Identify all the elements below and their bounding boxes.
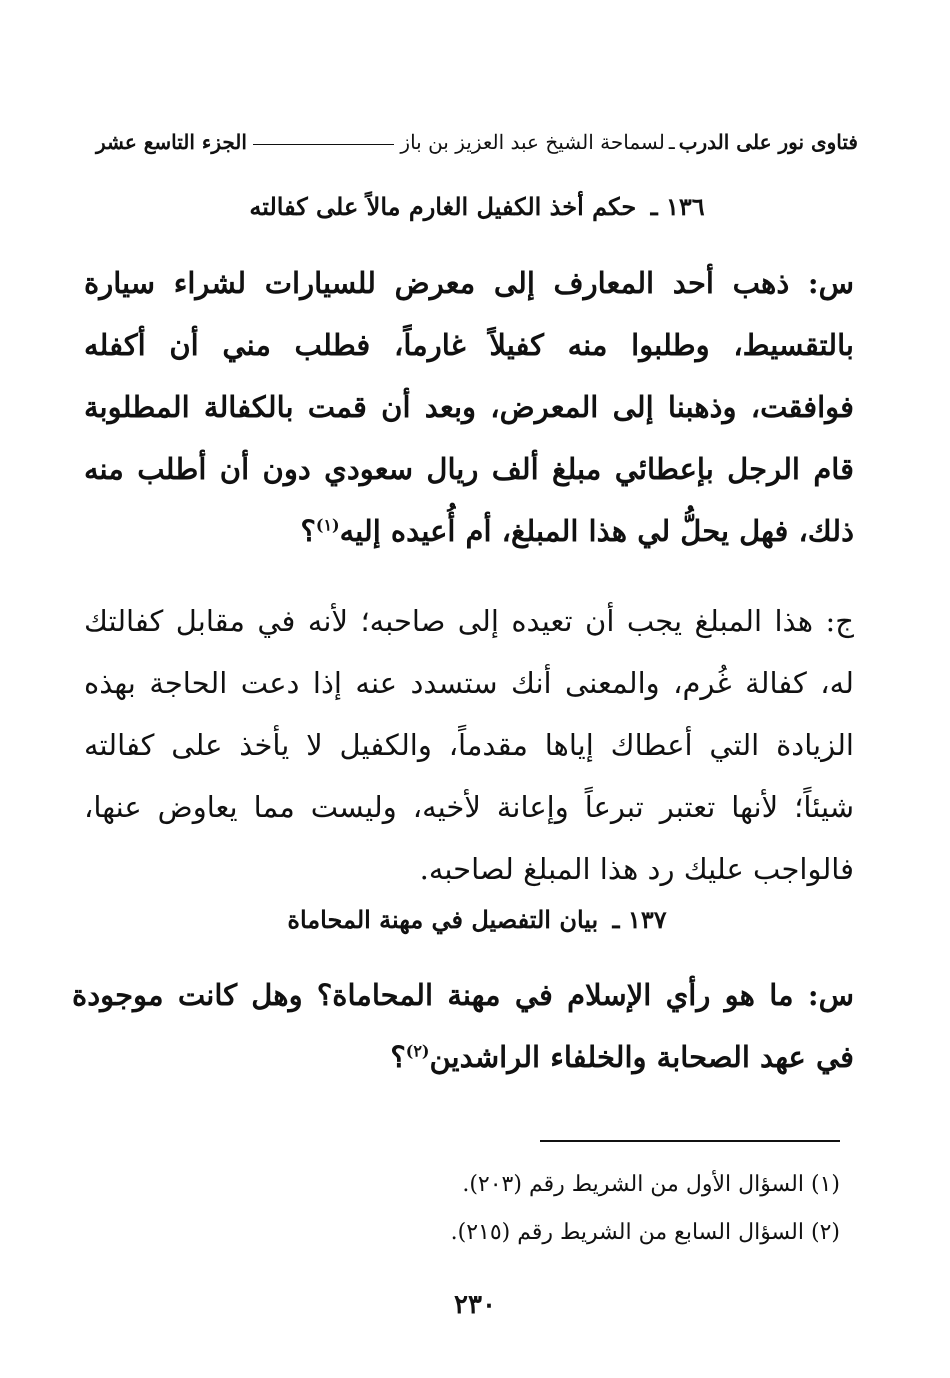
section-137-question (72, 964, 854, 1088)
header-author: لسماحة الشيخ عبد العزيز بن باز (400, 130, 665, 154)
page-number: ٢٣٠ (454, 1290, 496, 1320)
section-137-question-end: ؟ (390, 1040, 406, 1074)
running-header (96, 122, 858, 162)
header-book-title: فتاوى نور على الدرب (678, 130, 858, 154)
section-136-heading (96, 192, 858, 221)
section-136-question (84, 252, 854, 562)
header-separator: ـ (668, 130, 675, 154)
section-137-number: ١٣٧ ـ (612, 905, 667, 934)
section-136-question-text: س: ذهب أحد المعارف إلى معرض للسيارات لشراء سيارة بالتقسيط، وطلبوا منه كفيلاً غارماً، فطلب مني أن أكفله فوافقت، وذهبنا إلى المعرض، وبعد أن قمت بالكفالة المطلوبة قام الرجل بإعطائي مبلغ ألف ريال سعودي دون أن أطلب منه ذلك، فهل يحلُّ لي هذا المبلغ، أم أُعيده إليه (84, 266, 854, 548)
section-137-heading (96, 905, 858, 934)
section-136-answer: ج: هذا المبلغ يجب أن تعيده إلى صاحبه؛ لأنه في مقابل كفالتك له، كفالة غُرم، والمعنى أنك ستسدد عنه إذا دعت الحاجة بهذه الزيادة التي أعطاك إياها مقدماً، والكفيل لا يأخذ على كفالته شيئاً؛ لأنها تعتبر تبرعاً وإعانة لأخيه، وليست مما يعاوض عنها، فالواجب عليك رد هذا المبلغ لصاحبه. (84, 604, 854, 886)
footnote-marker-1: (١) (315, 515, 340, 535)
section-136-number: ١٣٦ ـ (650, 192, 705, 221)
header-rule (253, 144, 394, 145)
footnote-2: (٢) السؤال السابع من الشريط رقم (٢١٥). (450, 1220, 840, 1245)
footnote-marker-2: (٢) (405, 1041, 430, 1061)
footnote-1: (١) السؤال الأول من الشريط رقم (٢٠٣). (462, 1172, 840, 1197)
section-137-question-text: س: ما هو رأي الإسلام في مهنة المحاماة؟ وهل كانت موجودة في عهد الصحابة والخلفاء الراشدين (72, 978, 854, 1074)
section-136-title: حكم أخذ الكفيل الغارم مالاً على كفالته (249, 192, 637, 221)
footnote-separator (540, 1140, 840, 1142)
header-volume: الجزء التاسع عشر (96, 130, 247, 154)
section-136-question-end: ؟ (300, 514, 316, 548)
section-137-title: بيان التفصيل في مهنة المحاماة (287, 905, 599, 934)
